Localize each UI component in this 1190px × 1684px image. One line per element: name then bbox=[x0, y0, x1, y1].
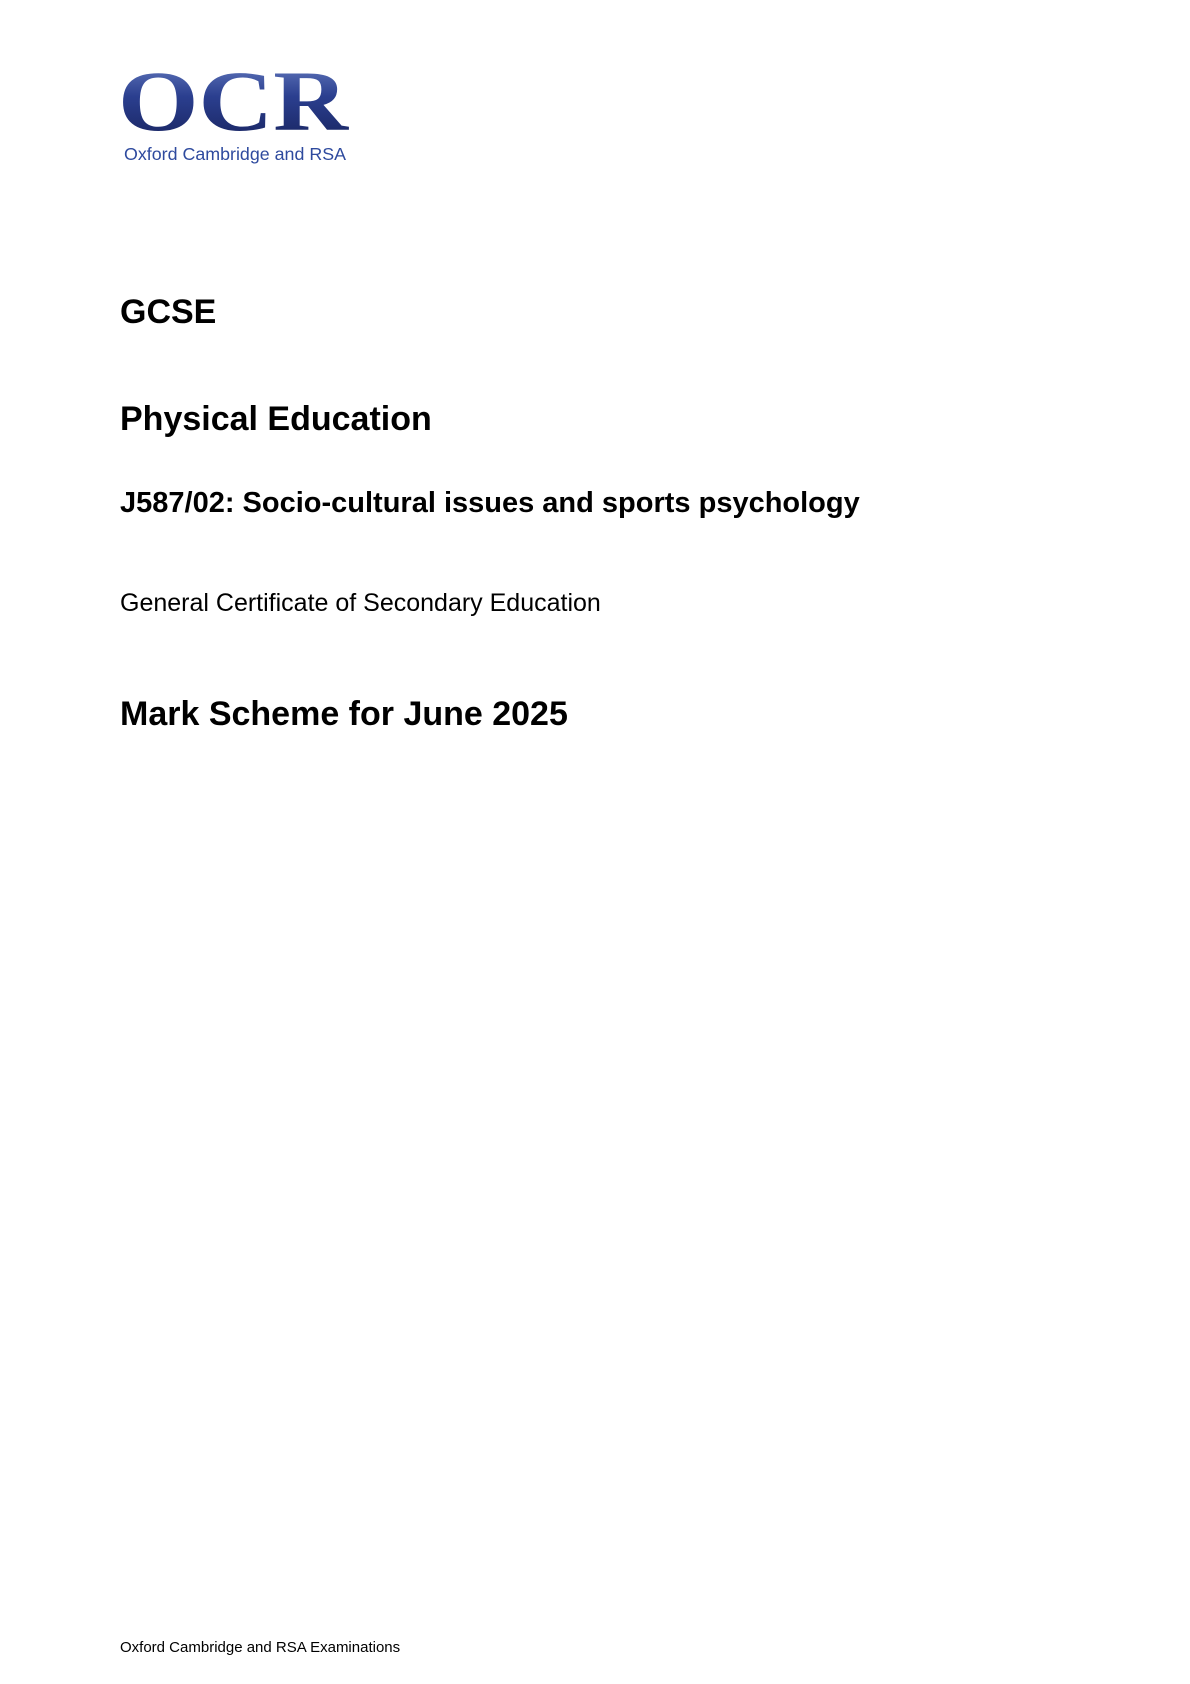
footer-text: Oxford Cambridge and RSA Examinations bbox=[120, 1639, 401, 1656]
ocr-tagline: Oxford Cambridge and RSA bbox=[124, 144, 347, 164]
ocr-logo bbox=[118, 62, 358, 172]
ocr-logo-graphic bbox=[118, 62, 358, 172]
subject-heading: Physical Education bbox=[120, 400, 432, 438]
unit-title: J587/02: Socio-cultural issues and sports psychology bbox=[120, 487, 860, 519]
certificate-name: General Certificate of Secondary Education bbox=[120, 589, 601, 617]
ocr-wordmark: OCR bbox=[118, 62, 350, 149]
mark-scheme-title: Mark Scheme for June 2025 bbox=[120, 695, 568, 733]
qualification-heading: GCSE bbox=[120, 293, 217, 331]
